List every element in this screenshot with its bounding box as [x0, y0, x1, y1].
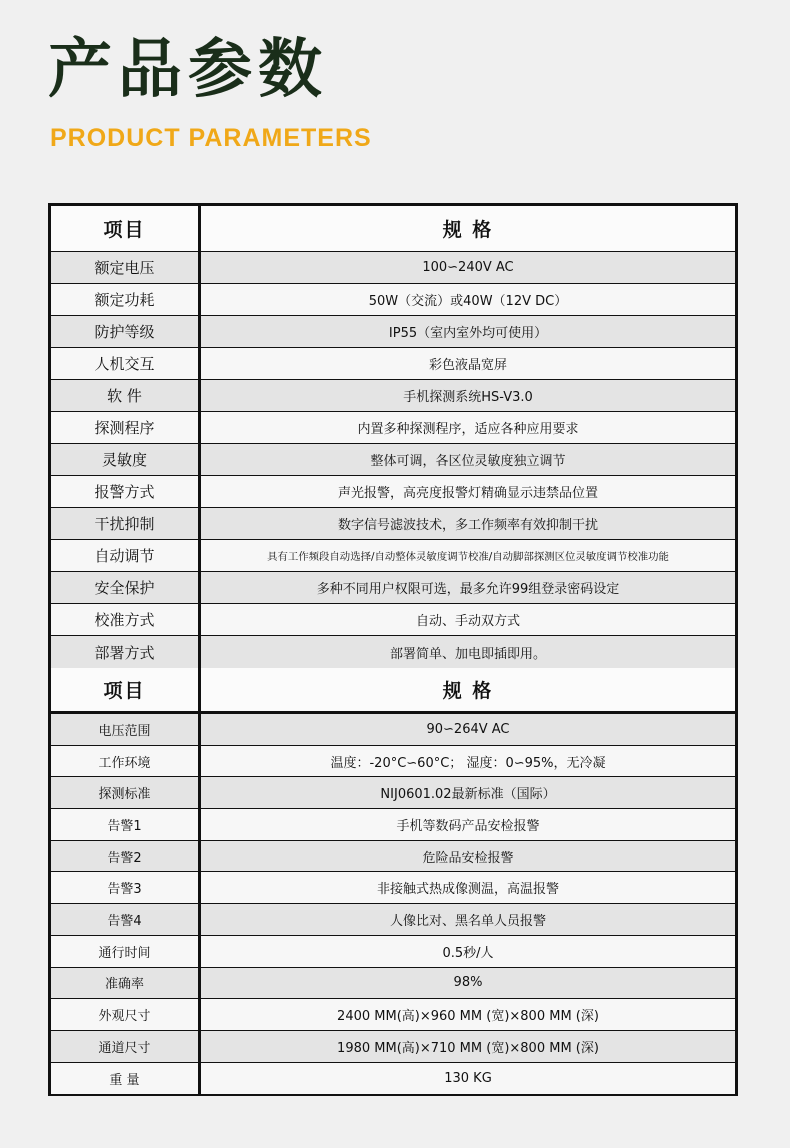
row-spec: 内置多种探测程序，适应各种应用要求 [357, 422, 579, 437]
row-spec: 50W（交流）或40W（12V DC） [368, 294, 568, 309]
row-item: 告警2 [51, 841, 201, 872]
header-spec: 规 格 [442, 219, 494, 241]
row-spec: 非接触式热成像测温，高温报警 [376, 882, 559, 898]
row-spec: 98% [453, 975, 483, 991]
table-section-1 [51, 206, 735, 668]
row-item: 自动调节 [51, 540, 201, 571]
header-item: 项目 [51, 668, 201, 711]
row-spec: 90∽264V AC [426, 721, 510, 737]
row-item: 告警3 [51, 872, 201, 903]
row-item: 额定电压 [51, 252, 201, 283]
row-item: 通行时间 [51, 936, 201, 967]
table-row [51, 412, 735, 444]
row-item: 校准方式 [51, 604, 201, 635]
table-row [51, 872, 735, 904]
table-row [51, 714, 735, 746]
row-item: 通道尺寸 [51, 1031, 201, 1062]
row-spec: 手机探测系统HS-V3.0 [403, 390, 533, 405]
row-item: 报警方式 [51, 476, 201, 507]
table-row [51, 572, 735, 604]
row-item: 灵敏度 [51, 444, 201, 475]
table-row [51, 348, 735, 380]
row-item: 额定功耗 [51, 284, 201, 315]
row-item: 部署方式 [51, 636, 201, 668]
row-item: 探测程序 [51, 412, 201, 443]
table-row [51, 540, 735, 572]
row-spec: 100∽240V AC [422, 260, 514, 275]
table-row [51, 777, 735, 809]
table-row [51, 841, 735, 873]
table-row [51, 380, 735, 412]
row-spec: 自动、手动双方式 [415, 614, 520, 629]
row-item: 准确率 [51, 968, 201, 999]
row-item: 电压范围 [51, 714, 201, 745]
table-row [51, 316, 735, 348]
table-row [51, 746, 735, 778]
table-row [51, 1031, 735, 1063]
table-header-row [51, 668, 735, 714]
row-item: 外观尺寸 [51, 999, 201, 1030]
table-row [51, 604, 735, 636]
row-spec: NIJ0601.02最新标准（国际） [380, 787, 556, 803]
table-row [51, 809, 735, 841]
row-spec: 彩色液晶宽屏 [428, 358, 507, 373]
row-spec: 部署简单、加电即插即用。 [389, 646, 546, 662]
row-spec: 温度：-20°C∽60°C； 湿度：0∽95%，无冷凝 [330, 755, 606, 771]
row-spec: 1980 MM(高)×710 MM (宽)×800 MM (深) [337, 1040, 599, 1056]
table-section-2 [51, 668, 735, 1094]
parameters-table [48, 203, 738, 1096]
table-header-row [51, 206, 735, 252]
table-row [51, 1063, 735, 1095]
table-row [51, 476, 735, 508]
row-spec: 数字信号滤波技术，多工作频率有效抑制干扰 [337, 518, 598, 533]
header-spec: 规 格 [442, 680, 494, 702]
row-item: 软 件 [51, 380, 201, 411]
row-item: 告警4 [51, 904, 201, 935]
row-item: 安全保护 [51, 572, 201, 603]
row-spec: 手机等数码产品安检报警 [396, 818, 540, 834]
header-item: 项目 [51, 206, 201, 251]
table-row [51, 904, 735, 936]
row-spec: 0.5秒/人 [442, 945, 494, 961]
table-row [51, 936, 735, 968]
table-row [51, 284, 735, 316]
row-spec: IP55（室内室外均可使用） [388, 326, 548, 341]
row-spec: 人像比对、黑名单人员报警 [389, 913, 546, 929]
row-spec: 声光报警，高亮度报警灯精确显示违禁品位置 [337, 486, 598, 501]
row-item: 人机交互 [51, 348, 201, 379]
row-item: 告警1 [51, 809, 201, 840]
row-spec: 具有工作频段自动选择/自动整体灵敏度调节校准/自动脚部探测区位灵敏度调节校准功能 [267, 551, 669, 563]
row-spec: 多种不同用户权限可选，最多允许99组登录密码设定 [316, 582, 620, 597]
row-spec: 危险品安检报警 [422, 850, 514, 866]
table-row [51, 252, 735, 284]
row-item: 工作环境 [51, 746, 201, 777]
table-row [51, 999, 735, 1031]
table-row [51, 968, 735, 1000]
row-spec: 130 KG [444, 1070, 492, 1086]
row-item: 干扰抑制 [51, 508, 201, 539]
page-subtitle: PRODUCT PARAMETERS [50, 124, 372, 152]
table-row [51, 508, 735, 540]
row-spec: 2400 MM(高)×960 MM (宽)×800 MM (深) [337, 1009, 599, 1025]
row-spec: 整体可调，各区位灵敏度独立调节 [370, 454, 566, 469]
table-row [51, 444, 735, 476]
row-item: 探测标准 [51, 777, 201, 808]
row-item: 重 量 [51, 1063, 201, 1095]
row-item: 防护等级 [51, 316, 201, 347]
table-row [51, 636, 735, 668]
page-title: 产品参数 [48, 33, 328, 107]
